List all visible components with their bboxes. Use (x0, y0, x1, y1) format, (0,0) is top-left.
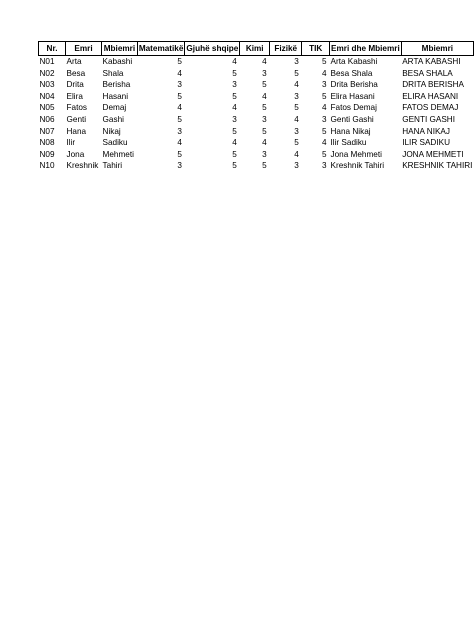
table-cell: Mehmeti (102, 149, 134, 159)
table-cell: N09 (39, 149, 55, 159)
table-cell: 5 (177, 91, 182, 101)
table-cell: 3 (262, 114, 267, 124)
table-cell: Hana Nikaj (330, 126, 371, 136)
table-cell: Drita (66, 80, 84, 90)
table-row (39, 56, 474, 68)
header-cell: Gjuhë shqipe (185, 42, 240, 56)
table-cell: N02 (39, 68, 55, 78)
header-cell: Kimi (240, 42, 270, 56)
table-cell: 4 (321, 103, 327, 113)
table-cell: 3 (321, 114, 327, 124)
table-cell: N06 (39, 114, 55, 124)
table-cell: 3 (321, 161, 327, 171)
table-cell: 3 (294, 161, 299, 171)
table-cell: Drita Berisha (330, 80, 378, 90)
header-row (39, 42, 474, 56)
table-cell: 5 (262, 161, 267, 171)
table-cell: N07 (39, 126, 55, 136)
table-cell: 5 (262, 80, 267, 90)
table-cell: Fatos Demaj (330, 103, 377, 113)
table-cell: 4 (262, 138, 267, 148)
table-cell: Genti Gashi (330, 114, 374, 124)
table-cell: JONA MEHMETI (402, 149, 464, 159)
table-cell: 3 (177, 161, 182, 171)
table-cell: Jona Mehmeti (330, 149, 382, 159)
table-cell: N04 (39, 91, 55, 101)
table-cell: Sadiku (102, 138, 128, 148)
table-cell: GENTI GASHI (402, 114, 455, 124)
table-cell: 4 (177, 138, 182, 148)
table-cell: N03 (39, 80, 55, 90)
table-cell: 3 (294, 126, 299, 136)
table-cell: N01 (39, 57, 55, 66)
table-cell: 5 (321, 91, 327, 101)
table-cell: 3 (177, 80, 182, 90)
table-row (39, 79, 474, 91)
table-cell: HANA NIKAJ (402, 126, 450, 136)
header-cell: Mbiemri (102, 42, 138, 56)
table-row (39, 114, 474, 126)
table-cell: Berisha (102, 80, 131, 90)
table-cell: 4 (294, 80, 299, 90)
table-cell: 5 (321, 57, 327, 66)
table-cell: 5 (232, 91, 237, 101)
table-cell: BESA SHALA (402, 68, 453, 78)
header-cell: Fizikë (270, 42, 302, 56)
table-row (39, 160, 474, 172)
table-cell: Arta Kabashi (330, 57, 378, 66)
header-cell: TIK (302, 42, 330, 56)
table-cell: 5 (177, 149, 182, 159)
table-cell: 4 (232, 57, 237, 66)
table-cell: Besa Shala (330, 68, 373, 78)
table-cell: N08 (39, 138, 55, 148)
table-cell: Kabashi (102, 57, 133, 66)
table-cell: 5 (294, 138, 299, 148)
table-cell: Arta (66, 57, 82, 66)
header-cell: Mbiemri (401, 42, 473, 56)
table-cell: 5 (232, 126, 237, 136)
table-row (39, 149, 474, 161)
table-cell: 3 (177, 126, 182, 136)
table-row (39, 126, 474, 138)
table-cell: 5 (321, 149, 327, 159)
table-cell: 5 (262, 126, 267, 136)
table-cell: 5 (232, 149, 237, 159)
table-cell: 3 (232, 114, 237, 124)
table-cell: 3 (262, 149, 267, 159)
table-cell: 3 (294, 57, 299, 66)
table-row (39, 68, 474, 80)
table-cell: 4 (321, 138, 327, 148)
table-cell: Jona (66, 149, 85, 159)
table-cell: 5 (232, 161, 237, 171)
table-cell: ARTA KABASHI (402, 57, 461, 66)
table-cell: Kreshnik Tahiri (330, 161, 385, 171)
table-cell: Genti (66, 114, 87, 124)
table-cell: 5 (294, 68, 299, 78)
table-cell: ILIR SADIKU (402, 138, 450, 148)
table-cell: 5 (232, 68, 237, 78)
table-cell: KRESHNIK TAHIRI (402, 161, 473, 171)
table-cell: ELIRA HASANI (402, 91, 459, 101)
table-cell: Elira Hasani (330, 91, 375, 101)
table-cell: 3 (232, 80, 237, 90)
table-row (39, 102, 474, 114)
table-cell: Elira (66, 91, 83, 101)
grades-table (38, 41, 474, 172)
header-cell: Matematikë (137, 42, 185, 56)
table-cell: Nikaj (102, 126, 121, 136)
table-row (39, 137, 474, 149)
table-cell: Fatos (66, 103, 87, 113)
table-cell: 4 (177, 68, 182, 78)
table-cell: 4 (262, 91, 267, 101)
table-cell: 5 (262, 103, 267, 113)
table-cell: N10 (39, 161, 55, 171)
table-cell: 3 (262, 68, 267, 78)
header-cell: Emri dhe Mbiemri (330, 42, 402, 56)
header-cell: Nr. (39, 42, 66, 56)
table-cell: 4 (177, 103, 182, 113)
table-cell: N05 (39, 103, 55, 113)
table-cell: 4 (294, 114, 299, 124)
table-cell: 5 (321, 126, 327, 136)
table-cell: 5 (294, 103, 299, 113)
table-row (39, 91, 474, 103)
table-body (39, 56, 474, 172)
table-cell: 4 (262, 57, 267, 66)
table-cell: 4 (232, 103, 237, 113)
table-cell: 4 (321, 68, 327, 78)
table-cell: Kreshnik (66, 161, 99, 171)
table-cell: FATOS DEMAJ (402, 103, 459, 113)
table-cell: Gashi (102, 114, 124, 124)
table-cell: 3 (294, 91, 299, 101)
table-cell: 5 (177, 114, 182, 124)
table-cell: Shala (102, 68, 124, 78)
table-cell: DRITA BERISHA (402, 80, 464, 90)
table-cell: 4 (232, 138, 237, 148)
table-cell: Hasani (102, 91, 129, 101)
table-cell: 5 (177, 57, 182, 66)
table-cell: Hana (66, 126, 87, 136)
table-cell: 4 (294, 149, 299, 159)
header-cell: Emri (66, 42, 102, 56)
table-cell: Demaj (102, 103, 127, 113)
table-cell: 3 (321, 80, 327, 90)
spreadsheet-page (38, 41, 474, 172)
table-cell: Besa (66, 68, 86, 78)
table-cell: Ilir (66, 138, 76, 148)
table-cell: Ilir Sadiku (330, 138, 367, 148)
table-cell: Tahiri (102, 161, 123, 171)
